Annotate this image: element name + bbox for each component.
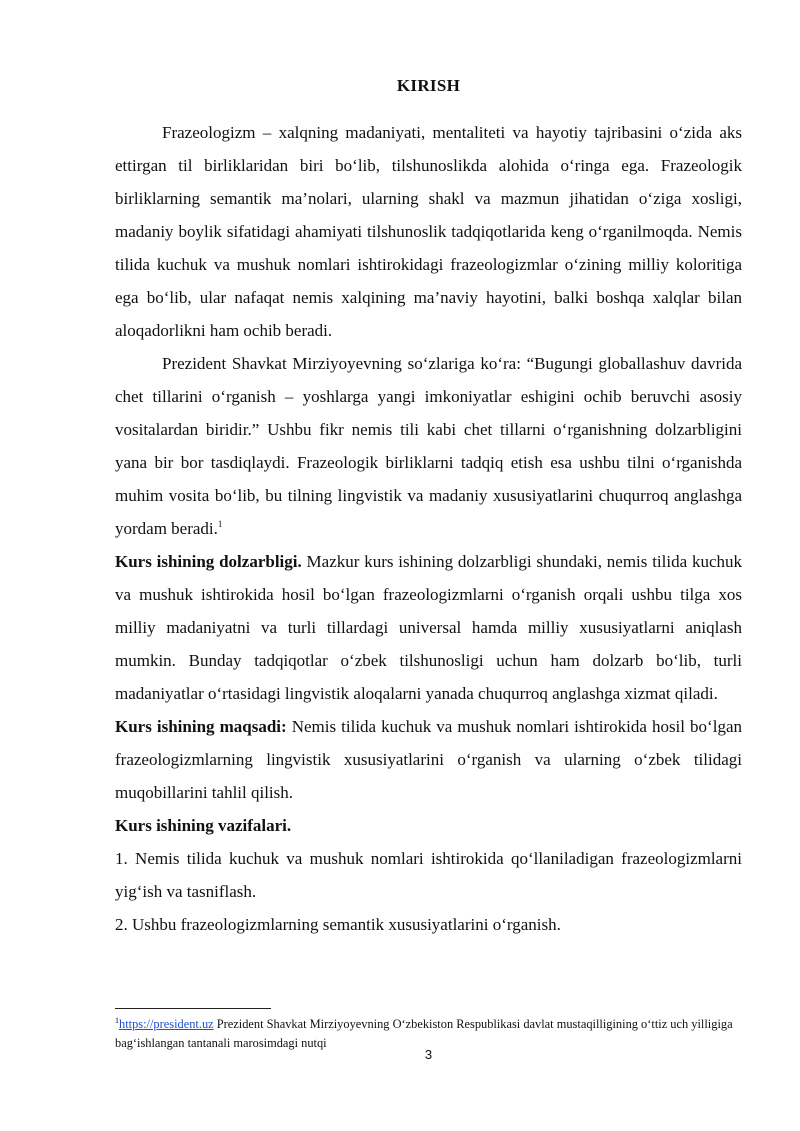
footnote-number: 1 xyxy=(115,1016,119,1025)
footnote-link[interactable]: https://president.uz xyxy=(119,1017,214,1031)
footnote-text: Prezident Shavkat Mirziyoyevning O‘zbekiston Respublikasi davlat mustaqilligining o‘ttiz uch yilligiga bag‘ishlangan tantanali marosimdagi nutqi xyxy=(115,1017,733,1050)
goal-text: Nemis tilida kuchuk va mushuk nomlari ishtirokida hosil bo‘lgan frazeologizmlarning lingvistik xususiyatlarini o‘rganish va ularning o‘zbek tilidagi muqobillarini tahlil qilish. xyxy=(115,717,742,802)
tasks-label: Kurs ishining vazifalari. xyxy=(115,816,292,835)
section-heading: KIRISH xyxy=(396,76,461,95)
relevance-label: Kurs ishining dolzarbligi. xyxy=(115,552,302,571)
relevance-paragraph xyxy=(115,545,742,710)
goal-paragraph xyxy=(115,710,742,809)
footnote-divider xyxy=(115,1008,271,1009)
page-number: 3 xyxy=(424,1047,433,1062)
task-item: 2. Ushbu frazeologizmlarning semantik xususiyatlarini o‘rganish. xyxy=(115,915,561,934)
body-text xyxy=(115,116,742,941)
relevance-text: Mazkur kurs ishining dolzarbligi shundaki, nemis tilida kuchuk va mushuk ishtirokida hosil bo‘lgan frazeologizmlarni o‘rganish orqali ushbu tilga xos milliy madaniyatni va turli tillardagi universal hamda milliy xususiyatlarni aniqlash mumkin. Bunday tadqiqotlar o‘zbek tilshunosligi uchun ham dolzarb bo‘lib, turli madaniyatlar o‘rtasidagi lingvistik aloqalarni yanada chuqurroq anglashga xizmat qiladi. xyxy=(115,552,742,703)
intro-paragraph-2 xyxy=(115,347,742,545)
footnote-reference[interactable]: 1 xyxy=(217,519,223,529)
task-item: 1. Nemis tilida kuchuk va mushuk nomlari ishtirokida qo‘llaniladigan frazeologizmlarni yig‘ish va tasniflash. xyxy=(115,849,742,901)
intro-paragraph-1: Frazeologizm – xalqning madaniyati, mentaliteti va hayotiy tajribasini o‘zida aks ettirgan til birliklaridan biri bo‘lib, tilshunoslikda alohida o‘ringa ega. Frazeologik birliklarning semantik ma’nolari, ularning shakl va mazmun jihatidan o‘ziga xosligi, madaniy boylik sifatidagi ahamiyati tilshunoslik tadqiqotlarida keng o‘rganilmoqda. Nemis tilida kuchuk va mushuk nomlari ishtirokidagi frazeologizmlar o‘zining milliy koloritiga ega bo‘lib, ular nafaqat nemis xalqining ma’naviy hayotini, balki boshqa xalqlar bilan aloqadorlikni ham ochib beradi. xyxy=(115,123,742,340)
goal-label: Kurs ishining maqsadi: xyxy=(115,717,287,736)
intro-paragraph-2-text: Prezident Shavkat Mirziyoyevning so‘zlariga ko‘ra: “Bugungi globallashuv davrida chet tillarini o‘rganish – yoshlarga yangi imkoniyatlar eshigini ochib beruvchi asosiy vositalardan biridir.” Ushbu fikr nemis tili kabi chet tillarni o‘rganishning dolzarbligini yana bir bor tasdiqlaydi. Frazeologik birliklarni tadqiq etish esa ushbu tilni o‘rganishda muhim vosita bo‘lib, bu tilning lingvistik va madaniy xususiyatlarini chuqurroq anglashga yordam beradi. xyxy=(115,354,742,538)
tasks-heading xyxy=(115,809,742,842)
